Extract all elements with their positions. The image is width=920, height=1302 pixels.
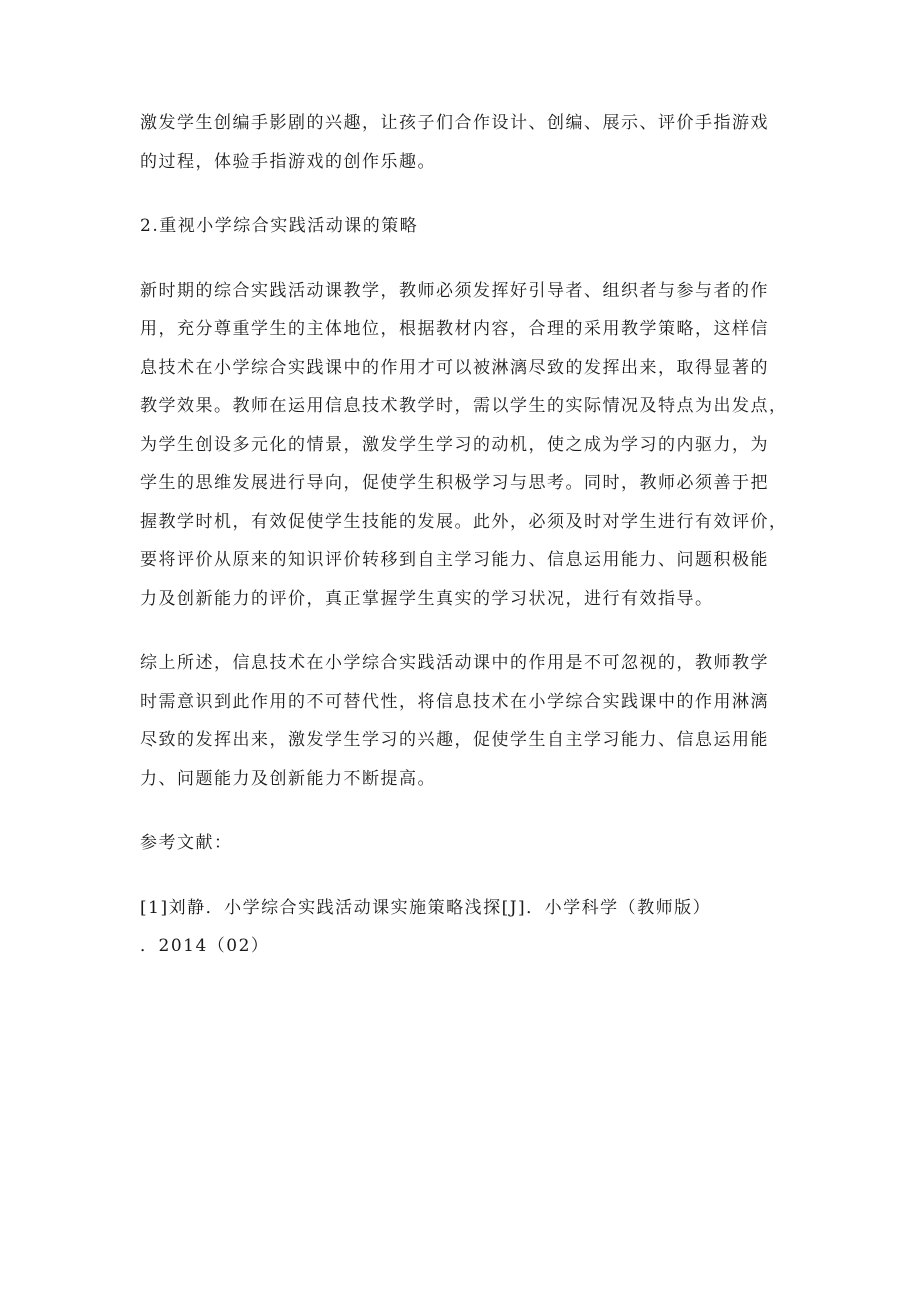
paragraph-gap [140, 863, 780, 889]
text-line: 用，充分尊重学生的主体地位，根据教材内容，合理的采用教学策略，这样信 [140, 319, 769, 339]
text-line: 综上所述，信息技术在小学综合实践活动课中的作用是不可忽视的，教师教学 [140, 653, 769, 673]
text-line: 为学生创设多元化的情景，激发学生学习的动机，使之成为学习的内驱力，为 [140, 434, 769, 455]
text-line: 激发学生创编手影剧的兴趣，让孩子们合作设计、创编、展示、评价手指游戏 [140, 113, 769, 133]
paragraph-gap [140, 798, 780, 824]
heading-line: 参考文献： [140, 833, 233, 853]
paragraph-conclusion [140, 644, 780, 798]
text-line: 学生的思维发展进行导向，促使学生积极学习与思考。同时，教师必须善于把 [140, 473, 769, 493]
text-line: 息技术在小学综合实践课中的作用才可以被淋漓尽致的发挥出来，取得显著的 [140, 357, 769, 378]
text-line: 教学效果。教师在运用信息技术教学时，需以学生的实际情况及特点为出发点， [140, 396, 788, 416]
text-line: 新时期的综合实践活动课教学，教师必须发挥好引导者、组织者与参与者的作 [140, 280, 769, 301]
text-line: ．2014（02） [140, 936, 270, 956]
reference-entry-1 [140, 889, 780, 966]
section-heading [140, 207, 780, 246]
text-line: 时需意识到此作用的不可替代性，将信息技术在小学综合实践课中的作用淋漓 [140, 691, 769, 712]
text-line: 要将评价从原来的知识评价转移到自主学习能力、信息运用能力、问题积极能 [140, 550, 769, 570]
text-line: 力及创新能力的评价，真正掌握学生真实的学习状况，进行有效指导。 [140, 588, 714, 609]
paragraph-strategy [140, 272, 788, 619]
references-heading [140, 824, 780, 863]
paragraph-gap [140, 246, 780, 272]
heading-line: 2.重视小学综合实践活动课的策略 [140, 216, 419, 236]
text-line: 尽致的发挥出来，激发学生学习的兴趣，促使学生自主学习能力、信息运用能 [140, 730, 769, 750]
text-line: [1]刘静．小学综合实践活动课实施策略浅探[J]．小学科学（教师版） [140, 897, 712, 918]
document-page [140, 104, 788, 966]
text-line: 的过程，体验手指游戏的创作乐趣。 [140, 151, 436, 172]
paragraph-gap [140, 181, 780, 207]
text-line: 力、问题能力及创新能力不断提高。 [140, 768, 436, 789]
paragraph-gap [140, 618, 780, 644]
paragraph-finger-game-intro [140, 104, 780, 181]
text-line: 握教学时机，有效促使学生技能的发展。此外，必须及时对学生进行有效评价， [140, 511, 788, 532]
